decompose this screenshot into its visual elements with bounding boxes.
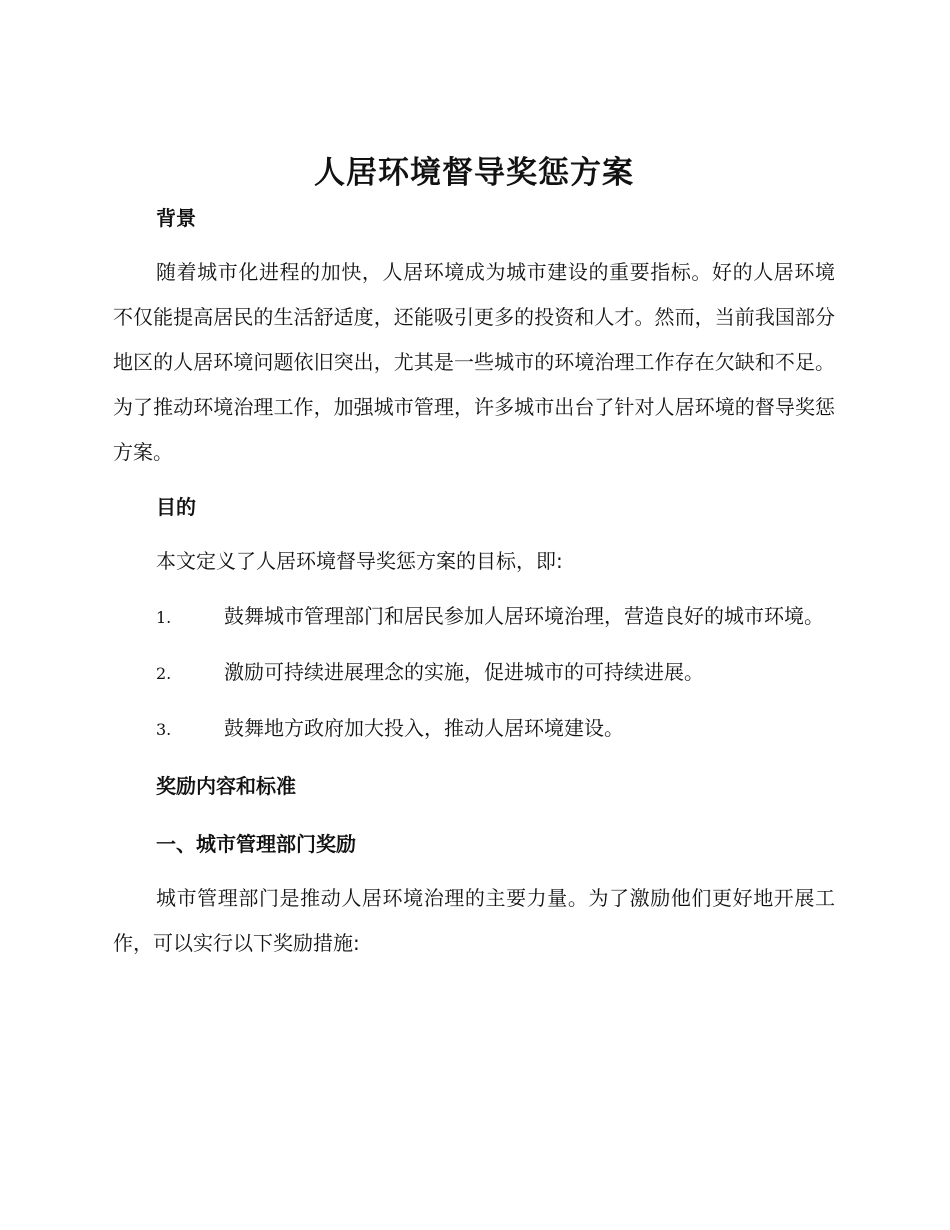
document-title: 人居环境督导奖惩方案 bbox=[314, 155, 634, 191]
list-item bbox=[113, 706, 835, 752]
list-item bbox=[113, 594, 835, 640]
subsection-heading-city-management: 一、城市管理部门奖励 bbox=[156, 832, 356, 856]
section-heading-background: 背景 bbox=[156, 206, 196, 230]
list-item-number: 3. bbox=[156, 720, 172, 739]
background-paragraph: 随着城市化进程的加快，人居环境成为城市建设的重要指标。好的人居环境不仅能提高居民的生活舒适度，还能吸引更多的投资和人才。然而，当前我国部分地区的人居环境问题依旧突出，尤其是一些城市的环境治理工作存在欠缺和不足。为了推动环境治理工作，加强城市管理，许多城市出台了针对人居环境的督导奖惩方案。 bbox=[113, 260, 835, 464]
list-item-number: 2. bbox=[156, 664, 172, 683]
rewards-paragraph: 城市管理部门是推动人居环境治理的主要力量。为了激励他们更好地开展工作，可以实行以下奖励措施: bbox=[113, 886, 835, 955]
document-content bbox=[113, 150, 835, 976]
list-item-text: 激励可持续进展理念的实施，促进城市的可持续进展。 bbox=[224, 660, 704, 684]
section-heading-purpose: 目的 bbox=[156, 495, 196, 519]
list-item-text: 鼓舞城市管理部门和居民参加人居环境治理，营造良好的城市环境。 bbox=[224, 604, 824, 628]
section-heading-rewards: 奖励内容和标准 bbox=[156, 774, 296, 798]
purpose-intro: 本文定义了人居环境督导奖惩方案的目标，即: bbox=[156, 549, 563, 573]
list-item-number: 1. bbox=[156, 608, 172, 627]
list-item bbox=[113, 650, 835, 696]
list-item-text: 鼓舞地方政府加大投入，推动人居环境建设。 bbox=[224, 716, 624, 740]
